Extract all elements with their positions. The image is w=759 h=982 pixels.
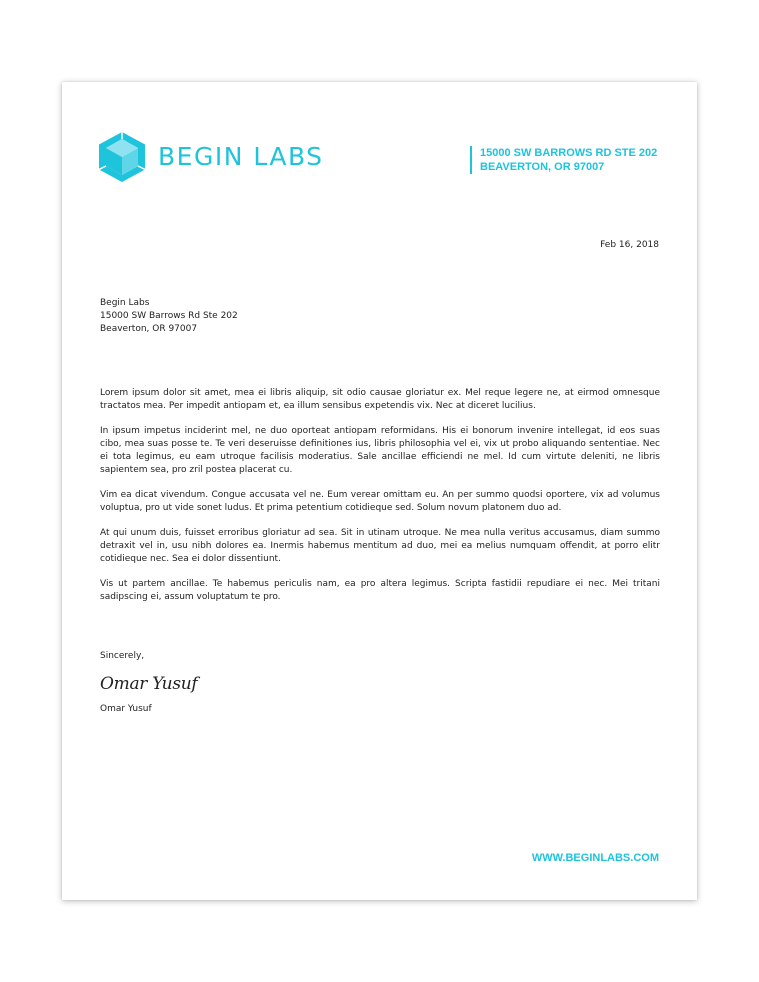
body-paragraph: Vim ea dicat vivendum. Congue accusata vel ne. Eum verear omittam eu. An per summo quodsi oportere, vix ad volumus voluptua, pro ut vide sonet ludus. Et prima petentium cotidieque sed. Solum novum platonem duo ad. bbox=[100, 490, 660, 513]
body-paragraph: Vis ut partem ancillae. Te habemus periculis nam, ea pro altera legimus. Scripta fastidii repudiare ei nec. Mei tritani sadipscing ei, assum voluptatum te pro. bbox=[100, 579, 660, 602]
letterhead-address bbox=[470, 146, 657, 174]
body-paragraph: At qui unum duis, fuisset erroribus gloriatur ad sea. Sit in utinam utroque. Ne mea nulla veritus accusamus, diam summo detraxit vel in, usu nibh dolores ea. Inermis habemus mentitum ad duo, mei ea melius numquam offendit, at porro elitr cotidieque nec. Sea ei dolor dissentiunt. bbox=[100, 528, 660, 564]
recipient-city: Beaverton, OR 97007 bbox=[100, 324, 198, 334]
hexagon-cube-icon bbox=[99, 132, 145, 182]
signer-name: Omar Yusuf bbox=[100, 704, 152, 714]
letter-body bbox=[100, 387, 660, 616]
body-paragraph: Lorem ipsum dolor sit amet, mea ei libris aliquip, sit odio causae gloriatur ex. Mel reque legere ne, at eirmod omnesque tractatos mea. Per impedit antiopam et, ea illum sensibus expetendis vix. Nec at diceret lucilius. bbox=[100, 388, 660, 411]
letter-date: Feb 16, 2018 bbox=[600, 240, 659, 250]
footer-website: WWW.BEGINLABS.COM bbox=[531, 852, 659, 864]
company-logo-text: BEGIN LABS bbox=[158, 142, 324, 171]
recipient-name: Begin Labs bbox=[100, 298, 150, 308]
recipient-address bbox=[100, 297, 238, 336]
letter-page bbox=[62, 82, 697, 900]
letterhead-address-line1: 15000 SW BARROWS RD STE 202 bbox=[480, 147, 658, 159]
closing-salutation: Sincerely, bbox=[100, 651, 145, 661]
body-paragraph: In ipsum impetus inciderint mel, ne duo oporteat antiopam reformidans. His ei bonorum invenire intellegat, id eos suas cibo, mea suas posse te. Te veri deseruisse definitiones ius, libris philosophia vel ei, vix ut probo aliquando sententiae. Nec ei tota legimus, eu eam utroque facilisis moderatius. Sale ancillae efficiendi ne mel. Id cum virtute deleniti, ne libris sapientem sea, pro zril postea placerat cu. bbox=[100, 426, 660, 475]
handwritten-signature: Omar Yusuf bbox=[100, 674, 198, 694]
letterhead-address-line2: BEAVERTON, OR 97007 bbox=[480, 161, 605, 173]
recipient-street: 15000 SW Barrows Rd Ste 202 bbox=[100, 311, 238, 321]
